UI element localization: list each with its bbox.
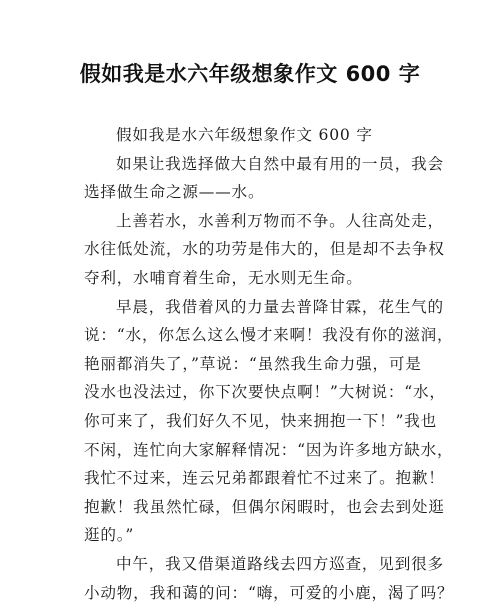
body-line: 选择做生命之源——水。	[84, 178, 424, 207]
body-line: 艳丽都消失了，”草说：“虽然我生命力强，可是	[84, 350, 424, 379]
body-line: 我忙不过来，连云兄弟都跟着忙不过来了。抱歉！	[84, 464, 424, 493]
body-line: 小动物，我和蔼的问：“嗨，可爱的小鹿，渴了吗？	[84, 579, 424, 607]
body-line: 夺利，水哺育着生命，无水则无生命。	[84, 264, 424, 293]
body-line: 抱歉！我虽然忙碌，但偶尔闲暇时，也会去到处逛	[84, 493, 424, 522]
document-title: 假如我是水六年级想象作文 600 字	[0, 60, 500, 88]
body-line: 你可来了，我们好久不见，快来拥抱一下！”我也	[84, 407, 424, 436]
body-line: 上善若水，水善利万物而不争。人往高处走，	[84, 207, 424, 236]
body-line: 水往低处流，水的功劳是伟大的，但是却不去争权	[84, 235, 424, 264]
body-line: 早晨，我借着风的力量去普降甘霖，花生气的	[84, 293, 424, 322]
body-line: 如果让我选择做大自然中最有用的一员，我会	[84, 150, 424, 179]
body-line: 说：“水，你怎么这么慢才来啊！我没有你的滋润，	[84, 321, 424, 350]
document-body	[84, 121, 424, 607]
body-line: 逛的。”	[84, 521, 424, 550]
body-line: 中午，我又借渠道路线去四方巡查，见到很多	[84, 550, 424, 579]
body-line: 没水也没法过，你下次要快点啊！”大树说：“水，	[84, 378, 424, 407]
body-line: 不闲，连忙向大家解释情况：“因为许多地方缺水，	[84, 436, 424, 465]
body-line: 假如我是水六年级想象作文 600 字	[84, 121, 424, 150]
